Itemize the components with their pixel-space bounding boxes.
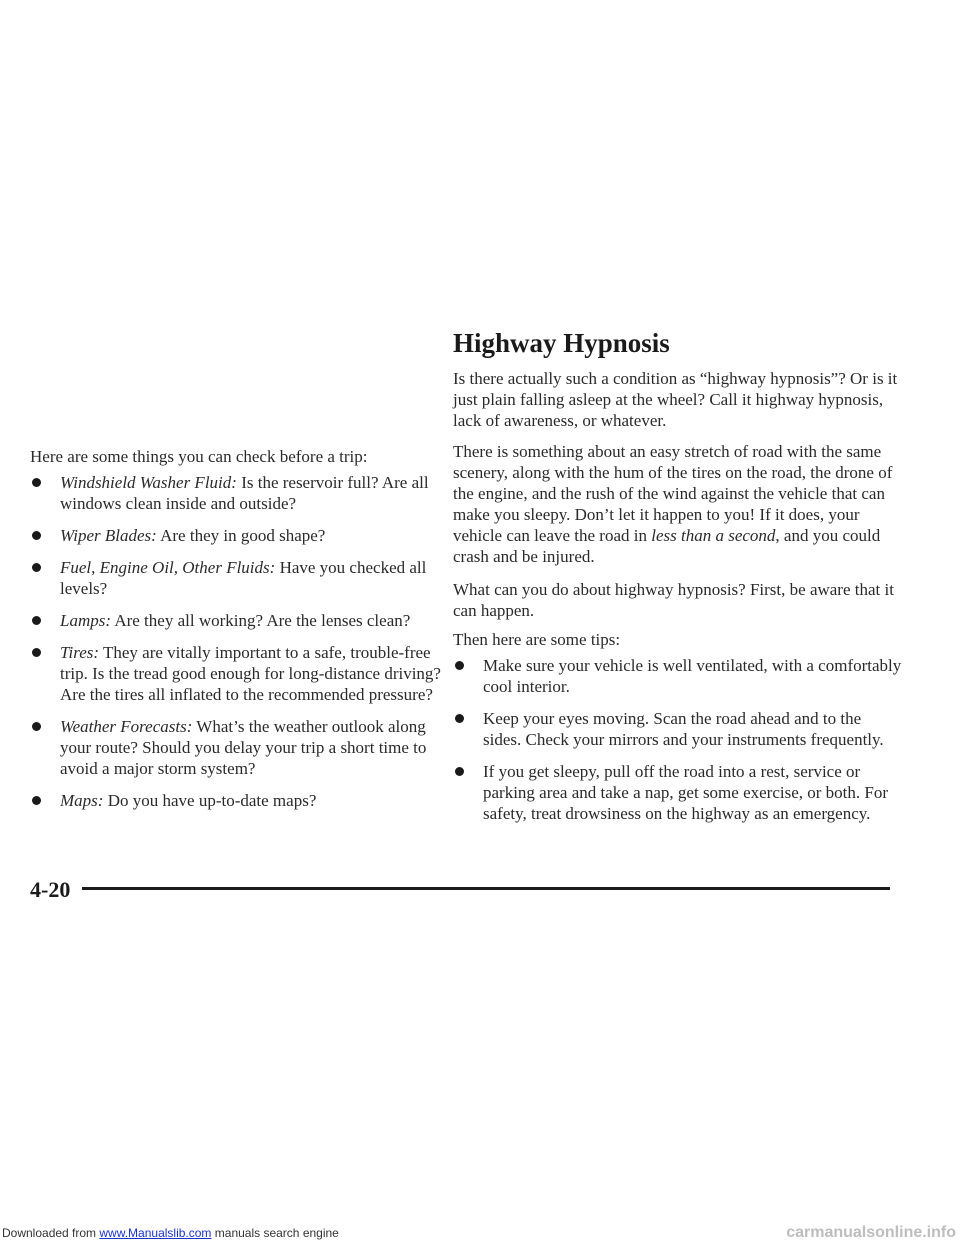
list-item	[30, 716, 450, 779]
list-item	[453, 761, 903, 824]
item-text: Do you have up-to-date maps?	[103, 791, 317, 810]
item-text: What’s the weather outlook along your route? Should you delay your trip a short time to avoid a major storm system?	[60, 717, 427, 778]
tips-list	[453, 655, 903, 835]
list-item	[453, 655, 903, 697]
bullet-icon	[455, 767, 464, 776]
page-number: 4-20	[30, 877, 71, 902]
paragraph-awareness: What can you do about highway hypnosis? First, be aware that it can happen.	[453, 580, 894, 620]
item-text: Have you checked all levels?	[60, 558, 427, 598]
paragraph-danger	[453, 441, 903, 567]
bullet-icon	[32, 616, 41, 625]
item-term: Maps:	[60, 791, 104, 810]
item-text: Are they all working? Are the lenses clean?	[111, 611, 411, 630]
bullet-icon	[32, 478, 41, 487]
download-prefix: Downloaded from	[2, 1226, 100, 1240]
trip-checklist	[30, 472, 450, 822]
list-item	[30, 525, 450, 546]
item-term: Wiper Blades:	[60, 526, 157, 545]
item-term: Lamps:	[60, 611, 112, 630]
item-text: They are vitally important to a safe, trouble-free trip. Is the tread good enough for long-distance driving? Are the tires all inflated to the recommended pressure?	[60, 643, 441, 704]
download-suffix: manuals search engine	[211, 1226, 339, 1240]
paragraph-text: There is something about an easy stretch of road with the same scenery, along with the hum of the tires on the road, the drone of the engine, and the rush of the wind against the vehicle that can make you sleepy. Don’t let it happen to you! If it does, your vehicle can leave the road in	[453, 442, 893, 545]
paragraph-tips-intro: Then here are some tips:	[453, 630, 621, 649]
download-bar	[0, 1224, 960, 1242]
footer-rule	[82, 887, 890, 890]
watermark: carmanualsonline.info	[786, 1224, 956, 1241]
tip-text: If you get sleepy, pull off the road into a rest, service or parking area and take a nap, get some exercise, or both. For safety, treat drowsiness on the highway as an emergency.	[483, 762, 889, 823]
item-text: Are they in good shape?	[156, 526, 326, 545]
item-term: Windshield Washer Fluid:	[60, 473, 237, 492]
trip-checklist-intro: Here are some things you can check before a trip:	[30, 447, 368, 466]
list-item	[30, 642, 450, 705]
list-item	[30, 610, 450, 631]
item-term: Weather Forecasts:	[60, 717, 193, 736]
paragraph-text: , and you could crash and be injured.	[453, 526, 881, 566]
bullet-icon	[32, 531, 41, 540]
list-item	[453, 708, 903, 750]
bullet-icon	[455, 714, 464, 723]
list-item	[30, 790, 450, 811]
download-notice	[2, 1224, 339, 1242]
list-item	[30, 557, 450, 599]
bullet-icon	[32, 563, 41, 572]
item-term: Tires:	[60, 643, 100, 662]
emphasis-text: less than a second	[651, 526, 776, 545]
list-item	[30, 472, 450, 514]
bullet-icon	[32, 648, 41, 657]
tip-text: Make sure your vehicle is well ventilated, with a comfortably cool interior.	[483, 656, 902, 696]
manualslib-link[interactable]: www.Manualslib.com	[99, 1226, 212, 1240]
bullet-icon	[32, 722, 41, 731]
bullet-icon	[32, 796, 41, 805]
item-text: Is the reservoir full? Are all windows clean inside and outside?	[60, 473, 429, 513]
paragraph-definition: Is there actually such a condition as “highway hypnosis”? Or is it just plain falling asleep at the wheel? Call it highway hypnosis, lack of awareness, or whatever.	[453, 369, 898, 430]
section-title: Highway Hypnosis	[453, 328, 670, 358]
bullet-icon	[455, 661, 464, 670]
item-term: Fuel, Engine Oil, Other Fluids:	[60, 558, 276, 577]
tip-text: Keep your eyes moving. Scan the road ahead and to the sides. Check your mirrors and your instruments frequently.	[483, 709, 884, 749]
